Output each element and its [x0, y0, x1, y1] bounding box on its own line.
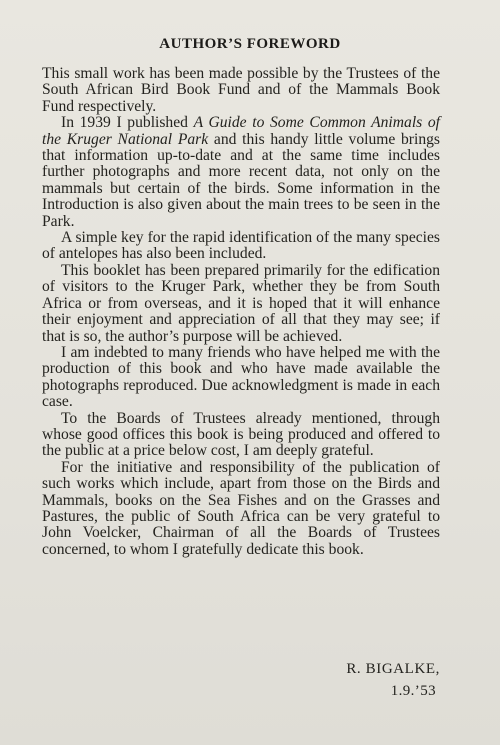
paragraph-4: This booklet has been prepared primarily for the edification of visitors to the Kruger Park, whether they be from South Africa or from overseas, and it is hoped that it will enhance their enjoyment and appreciation of all that they may see; if that is so, the author’s purpose will be achieved. — [42, 261, 440, 345]
paragraph-1: This small work has been made possible by the Trustees of the South African Bird Book Fund and of the Mammals Book Fund respectively. — [42, 65, 440, 115]
foreword-body — [42, 66, 440, 558]
book-title-reference: A Guide to Some Common Animals of the Kruger National Park — [42, 114, 440, 148]
signature-date: 1.9.’53 — [390, 683, 436, 699]
paragraph-2-rest: and this handy little volume brings that information up-to-date and at the same time includes further photographs and more recent data, not only on the mammals but certain of the birds. Some information in the Introduction is also given about the main trees to be seen in the Park. — [42, 130, 440, 230]
paragraph-3: A simple key for the rapid identification of the many species of antelopes has also been included. — [42, 229, 440, 263]
paragraph-6: To the Boards of Trustees already mentioned, through whose good offices this book is being produced and offered to the public at a price below cost, I am deeply grateful. — [42, 409, 440, 460]
signature-name: R. BIGALKE, — [346, 661, 440, 677]
paragraph-2-lead: In 1939 I published — [61, 114, 194, 132]
page-title: AUTHOR’S FOREWORD — [159, 36, 341, 52]
paragraph-7: For the initiative and responsibility of the publication of such works which include, apart from those on the Birds and Mammals, books on the Sea Fishes and on the Grasses and Pastures, the public of South Africa can be very grateful to John Voelcker, Chairman of all the Boards of Trustees concerned, to whom I gratefully dedicate this book. — [42, 458, 440, 558]
paragraph-5: I am indebted to many friends who have helped me with the production of this book and who have made available the photographs reproduced. Due acknowledgment is made in each case. — [42, 343, 440, 411]
paragraph-2 — [42, 115, 440, 230]
